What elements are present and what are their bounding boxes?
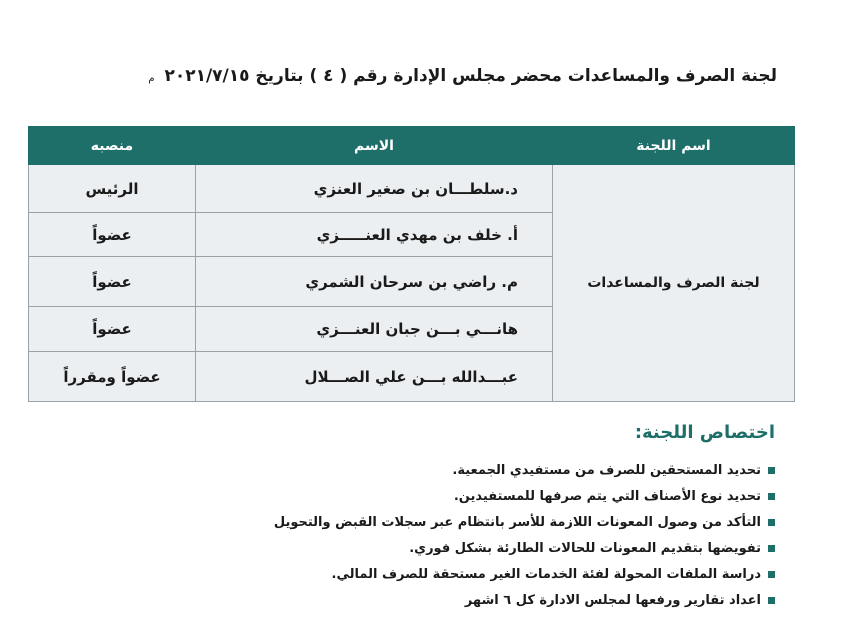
duties-list [274,458,775,614]
table-row [29,165,795,213]
member-role-cell: الرئيس [29,165,196,213]
list-item [274,458,775,484]
page-title-suffix: م [148,73,155,84]
header-committee-name: اسم اللجنة [553,127,795,165]
duty-text: التأكد من وصول المعونات اللازمة للأسر بانتظام عبر سجلات القبض والتحويل [273,515,761,530]
header-member-name: الاسم [196,127,553,165]
bullet-square-icon [768,597,775,604]
duties-title: اختصاص اللجنة: [634,422,775,443]
member-role-cell: عضواً [29,307,196,352]
member-name-cell: هانـــي بـــن جبان العنـــزي [196,307,553,352]
list-item [274,588,775,614]
page-title [148,66,777,86]
list-item [274,562,775,588]
member-name-cell: عبـــدالله بـــن علي الصـــلال [196,352,553,402]
list-item [274,484,775,510]
committee-name-cell: لجنة الصرف والمساعدات [553,165,795,402]
bullet-square-icon [768,545,775,552]
duty-text: تحديد نوع الأصناف التي يتم صرفها للمستفيدين. [453,489,761,504]
bullet-square-icon [768,493,775,500]
duty-text: اعداد تقارير ورفعها لمجلس الادارة كل ٦ اشهر [464,593,761,608]
page-title-text: لجنة الصرف والمساعدات محضر مجلس الإدارة رقم ( ٤ ) بتاريخ ٢٠٢١/٧/١٥ [164,66,777,86]
bullet-square-icon [768,571,775,578]
duty-text: تحديد المستحقين للصرف من مستفيدي الجمعية. [452,463,761,478]
member-role-cell: عضواً [29,257,196,307]
member-name-cell: أ. خلف بن مهدي العنـــــزي [196,213,553,257]
member-role-cell: عضواً ومقرراً [29,352,196,402]
header-member-role: منصبه [29,127,196,165]
committee-table [28,126,795,402]
duty-text: تفويضها بتقديم المعونات للحالات الطارئة بشكل فوري. [409,541,761,556]
member-name-cell: د.سلطـــان بن صغير العنزي [196,165,553,213]
bullet-square-icon [768,467,775,474]
duty-text: دراسة الملفات المحولة لفئة الخدمات الغير مستحقة للصرف المالي. [331,567,761,582]
list-item [274,536,775,562]
table-header-row [29,127,795,165]
member-role-cell: عضواً [29,213,196,257]
bullet-square-icon [768,519,775,526]
list-item [274,510,775,536]
member-name-cell: م. راضي بن سرحان الشمري [196,257,553,307]
